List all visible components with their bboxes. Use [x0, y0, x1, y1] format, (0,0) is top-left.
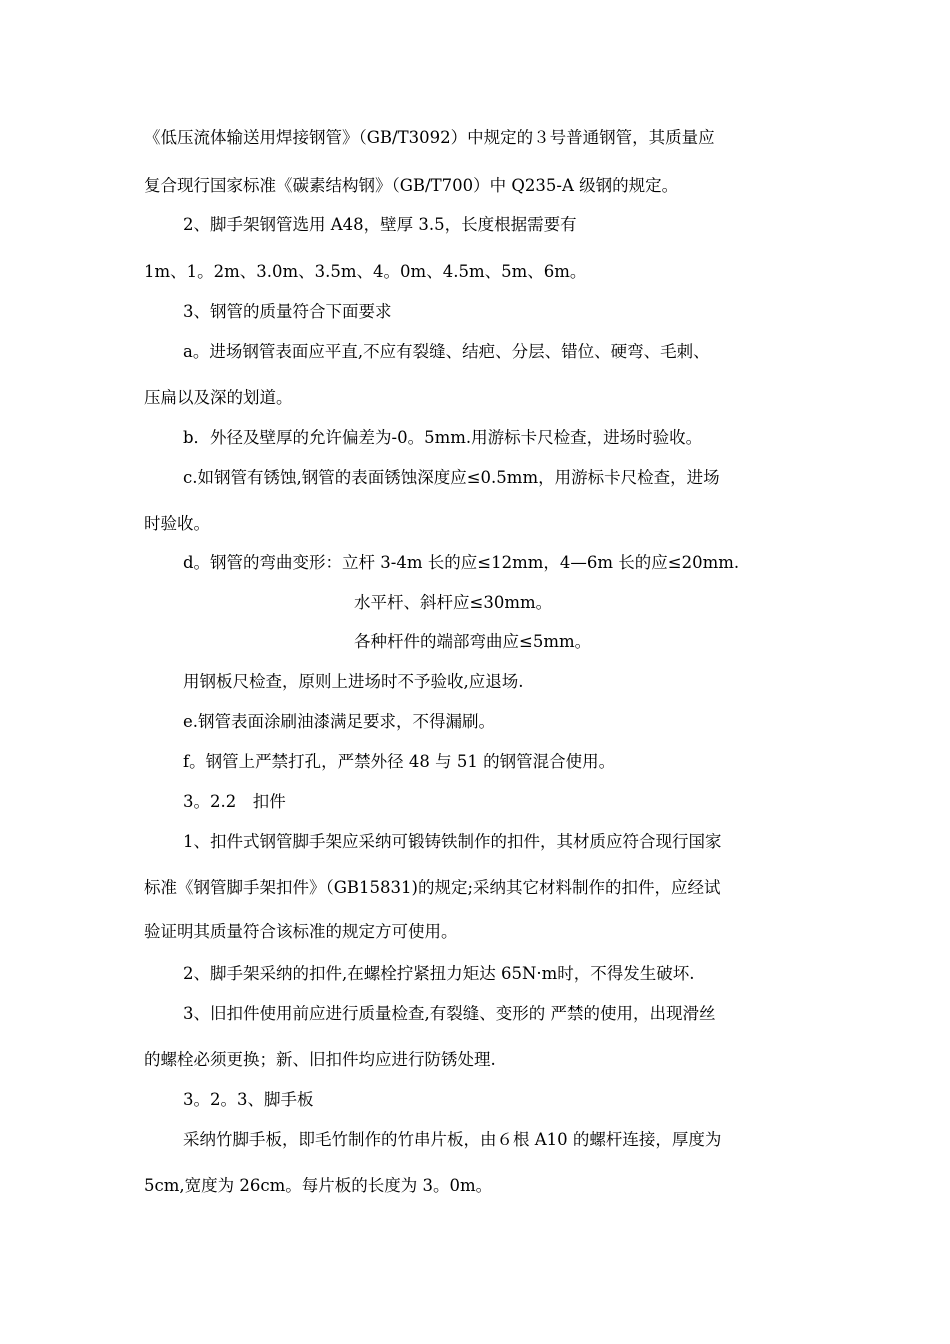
paragraph-line: 压扁以及深的划道。	[144, 388, 293, 407]
paragraph-line: 1、扣件式钢管脚手架应采纳可锻铸铁制作的扣件，其材质应符合现行国家	[183, 832, 722, 851]
section-heading: 3。2.2 扣件	[183, 792, 286, 811]
paragraph-line: f。钢管上严禁打孔，严禁外径 48 与 51 的钢管混合使用。	[183, 752, 616, 771]
paragraph-line: 《低压流体输送用焊接钢管》（GB/T3092）中规定的３号普通钢管，其质量应	[144, 128, 715, 147]
paragraph-line: 2、脚手架采纳的扣件,在螺栓拧紧扭力矩达 65N·m时，不得发生破坏.	[183, 964, 695, 983]
paragraph-line: 3、旧扣件使用前应进行质量检查,有裂缝、变形的 严禁的使用，出现滑丝	[183, 1004, 716, 1023]
paragraph-line: 采纳竹脚手板，即毛竹制作的竹串片板，由６根 A10 的螺杆连接，厚度为	[183, 1130, 722, 1149]
paragraph-line: 5cm,宽度为 26cm。每片板的长度为 3。0m。	[144, 1176, 493, 1195]
paragraph-line: 1m、1。2m、3.0m、3.5m、4。0m、4.5m、5m、6m。	[144, 262, 587, 281]
paragraph-line: 标准《钢管脚手架扣件》（GB15831)的规定;采纳其它材料制作的扣件，应经试	[144, 878, 721, 897]
paragraph-line: 2、脚手架钢管选用 A48，壁厚 3.5，长度根据需要有	[183, 215, 577, 234]
paragraph-line: b．外径及壁厚的允许偏差为-0。5mm.用游标卡尺检查，进场时验收。	[183, 428, 703, 447]
paragraph-line: d。钢管的弯曲变形：立杆 3-4m 长的应≤12mm，4—6m 长的应≤20mm.	[183, 553, 740, 572]
paragraph-line: 复合现行国家标准《碳素结构钢》（GB/T700）中 Q235-A 级钢的规定。	[144, 176, 679, 195]
paragraph-line: c.如钢管有锈蚀,钢管的表面锈蚀深度应≤0.5mm，用游标卡尺检查，进场	[183, 468, 720, 487]
paragraph-line: 的螺栓必须更换；新、旧扣件均应进行防锈处理.	[144, 1050, 496, 1069]
paragraph-line: e.钢管表面涂刷油漆满足要求，不得漏刷。	[183, 712, 496, 731]
paragraph-line: 水平杆、斜杆应≤30mm。	[354, 593, 553, 612]
paragraph-line: 3、钢管的质量符合下面要求	[183, 302, 392, 321]
paragraph-line: 各种杆件的端部弯曲应≤5mm。	[354, 632, 592, 651]
section-heading: 3。2。3、脚手板	[183, 1090, 314, 1109]
paragraph-line: 验证明其质量符合该标准的规定方可使用。	[144, 922, 458, 941]
paragraph-line: 时验收。	[144, 514, 210, 533]
paragraph-line: 用钢板尺检查，原则上进场时不予验收,应退场.	[183, 672, 524, 691]
paragraph-line: a。进场钢管表面应平直,不应有裂缝、结疤、分层、错位、硬弯、毛刺、	[183, 342, 710, 361]
